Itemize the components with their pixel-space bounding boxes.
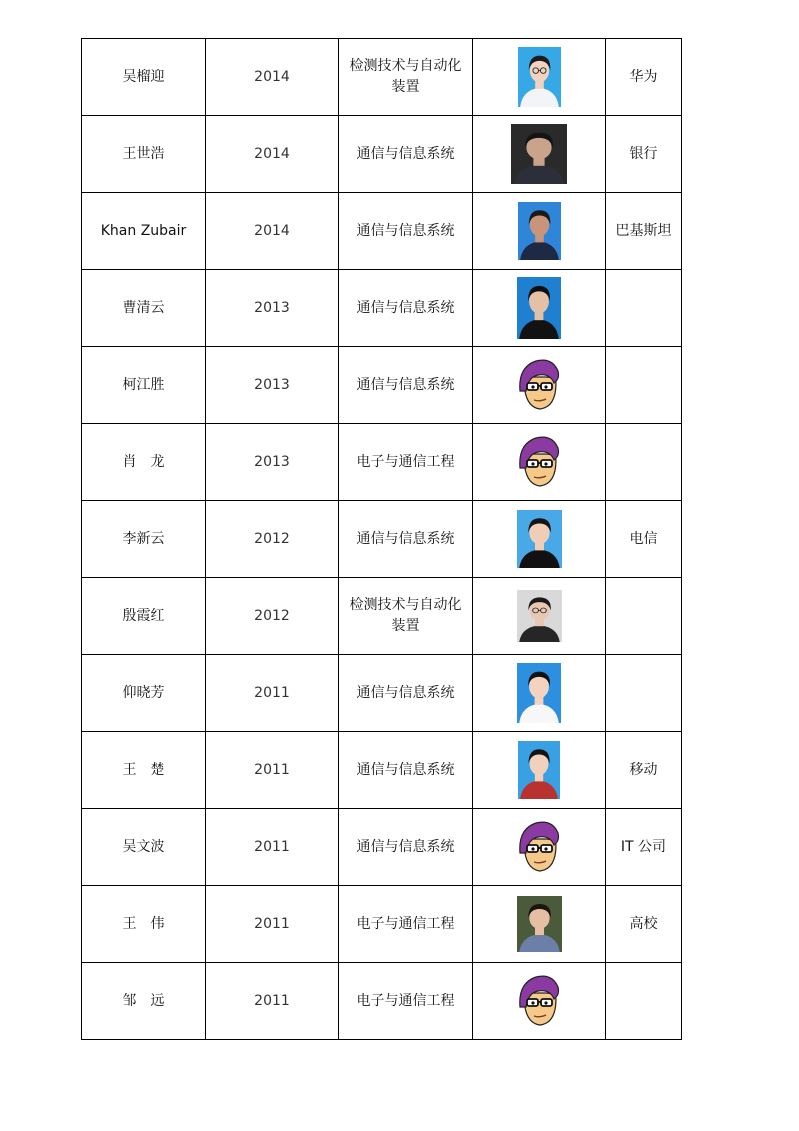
photo-cell: [473, 424, 606, 501]
photo-cell: [473, 501, 606, 578]
enrollment-year: 2012: [206, 501, 339, 578]
major-field: 通信与信息系统: [339, 193, 473, 270]
student-photo: [511, 124, 567, 184]
employer: 高校: [606, 886, 682, 963]
student-name: 吴榴迎: [82, 39, 206, 116]
student-name: 王世浩: [82, 116, 206, 193]
employer: [606, 347, 682, 424]
enrollment-year: 2013: [206, 424, 339, 501]
cartoon-avatar-icon: [516, 973, 562, 1029]
enrollment-year: 2014: [206, 116, 339, 193]
enrollment-year: 2014: [206, 193, 339, 270]
table-row: [82, 655, 682, 732]
enrollment-year: 2012: [206, 578, 339, 655]
cartoon-avatar-icon: [516, 357, 562, 413]
major-field: 通信与信息系统: [339, 116, 473, 193]
major-field: 检测技术与自动化装置: [339, 578, 473, 655]
student-photo: [518, 741, 560, 799]
student-name: 肖 龙: [82, 424, 206, 501]
table-row: [82, 116, 682, 193]
photo-cell: [473, 809, 606, 886]
student-name: 邹 远: [82, 963, 206, 1040]
major-field: 电子与通信工程: [339, 424, 473, 501]
student-name: 王 伟: [82, 886, 206, 963]
employer: [606, 578, 682, 655]
major-field: 电子与通信工程: [339, 963, 473, 1040]
student-photo: [517, 277, 561, 339]
student-name: 柯江胜: [82, 347, 206, 424]
table-row: [82, 732, 682, 809]
table-row: [82, 39, 682, 116]
enrollment-year: 2011: [206, 655, 339, 732]
student-name: 仰晓芳: [82, 655, 206, 732]
employer: 巴基斯坦: [606, 193, 682, 270]
photo-cell: [473, 963, 606, 1040]
photo-cell: [473, 347, 606, 424]
major-field: 通信与信息系统: [339, 732, 473, 809]
photo-cell: [473, 732, 606, 809]
student-name: 李新云: [82, 501, 206, 578]
student-name: 王 楚: [82, 732, 206, 809]
employer: [606, 655, 682, 732]
photo-cell: [473, 886, 606, 963]
table-row: [82, 886, 682, 963]
employer: 移动: [606, 732, 682, 809]
table-row: [82, 963, 682, 1040]
student-name: 吴文波: [82, 809, 206, 886]
alumni-table-body: [82, 39, 682, 1040]
table-row: [82, 809, 682, 886]
table-row: [82, 424, 682, 501]
table-row: [82, 193, 682, 270]
photo-cell: [473, 116, 606, 193]
student-name: Khan Zubair: [82, 193, 206, 270]
major-field: 通信与信息系统: [339, 501, 473, 578]
major-field: 通信与信息系统: [339, 809, 473, 886]
cartoon-avatar-icon: [516, 434, 562, 490]
photo-cell: [473, 193, 606, 270]
employer: 银行: [606, 116, 682, 193]
student-photo: [517, 663, 561, 723]
table-row: [82, 270, 682, 347]
enrollment-year: 2011: [206, 886, 339, 963]
enrollment-year: 2011: [206, 963, 339, 1040]
student-photo: [517, 896, 562, 952]
major-field: 通信与信息系统: [339, 655, 473, 732]
photo-cell: [473, 578, 606, 655]
major-field: 通信与信息系统: [339, 347, 473, 424]
enrollment-year: 2011: [206, 732, 339, 809]
student-name: 曹清云: [82, 270, 206, 347]
photo-cell: [473, 270, 606, 347]
photo-cell: [473, 39, 606, 116]
major-field: 电子与通信工程: [339, 886, 473, 963]
photo-cell: [473, 655, 606, 732]
enrollment-year: 2013: [206, 347, 339, 424]
employer: [606, 270, 682, 347]
employer: IT 公司: [606, 809, 682, 886]
student-photo: [518, 47, 561, 107]
employer: 电信: [606, 501, 682, 578]
student-name: 殷霞红: [82, 578, 206, 655]
enrollment-year: 2013: [206, 270, 339, 347]
major-field: 通信与信息系统: [339, 270, 473, 347]
enrollment-year: 2011: [206, 809, 339, 886]
major-field: 检测技术与自动化装置: [339, 39, 473, 116]
employer: [606, 424, 682, 501]
table-row: [82, 347, 682, 424]
alumni-table: [81, 38, 682, 1040]
student-photo: [518, 202, 561, 260]
student-photo: [517, 590, 562, 642]
enrollment-year: 2014: [206, 39, 339, 116]
table-row: [82, 578, 682, 655]
cartoon-avatar-icon: [516, 819, 562, 875]
student-photo: [517, 510, 562, 568]
employer: [606, 963, 682, 1040]
table-row: [82, 501, 682, 578]
employer: 华为: [606, 39, 682, 116]
